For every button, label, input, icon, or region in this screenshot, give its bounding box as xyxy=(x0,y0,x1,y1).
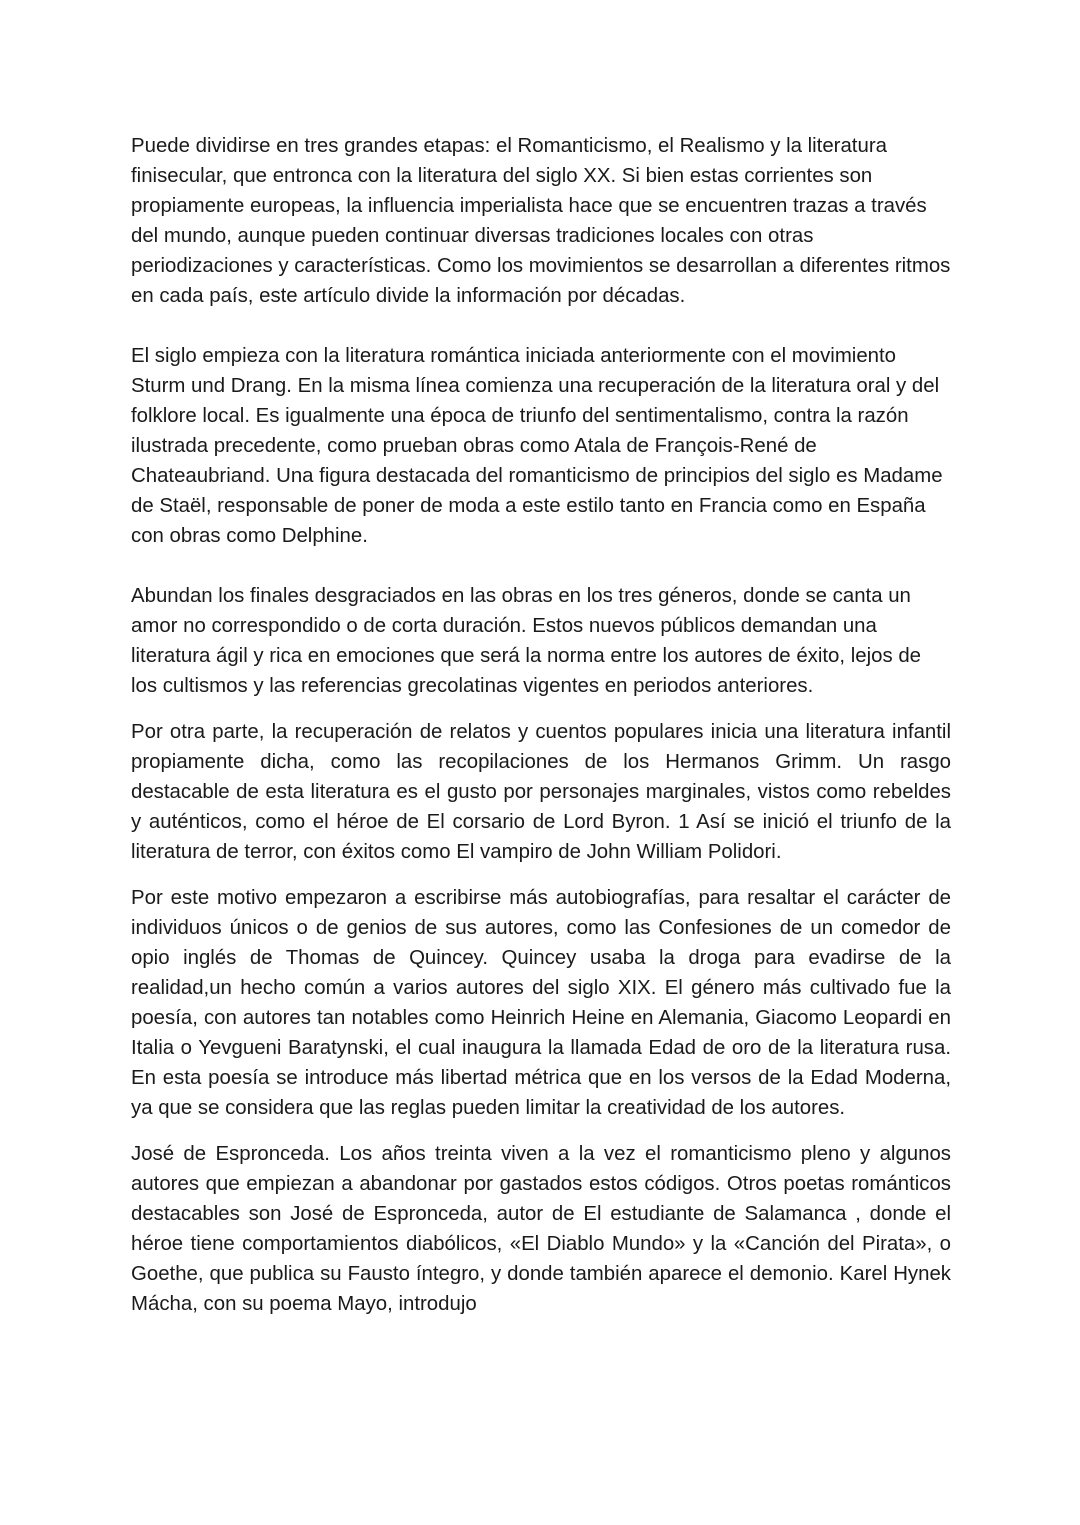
paragraph-early-romanticism: El siglo empieza con la literatura romántica iniciada anteriormente con el movimiento Sturm und Drang. En la misma línea comienza una recuperación de la literatura oral y del folklore local. Es igualmente una época de triunfo del sentimentalismo, contra la razón ilustrada precedente, como prueban obras como Atala de François-René de Chateaubriand. Una figura destacada del romanticismo de principios del siglo es Madame de Staël, responsable de poner de moda a este estilo tanto en Francia como en España con obras como Delphine. xyxy=(131,345,943,547)
paragraph-popular-tales: Por otra parte, la recuperación de relatos y cuentos populares inicia una literatura infantil propiamente dicha, como las recopilaciones de los Hermanos Grimm. Un rasgo destacable de esta literatura es el gusto por personajes marginales, vistos como rebeldes y auténticos, como el héroe de El corsario de Lord Byron. 1 Así se inició el triunfo de la literatura de terror, con éxitos como El vampiro de John William Polidori. xyxy=(131,721,951,863)
paragraph-periods: Puede dividirse en tres grandes etapas: el Romanticismo, el Realismo y la literatura finisecular, que entronca con la literatura del siglo XX. Si bien estas corrientes son propiamente europeas, la influencia imperialista hace que se encuentren trazas a través del mundo, aunque pueden continuar diversas tradiciones locales con otras periodizaciones y características. Como los movimientos se desarrollan a diferentes ritmos en cada país, este artículo divide la información por décadas. xyxy=(131,135,951,307)
paragraph-unhappy-endings: Abundan los finales desgraciados en las obras en los tres géneros, donde se canta un amor no correspondido o de corta duración. Estos nuevos públicos demandan una literatura ágil y rica en emociones que será la norma entre los autores de éxito, lejos de los cultismos y las referencias grecolatinas vigentes en periodos anteriores. xyxy=(131,585,921,697)
paragraph-espronceda: José de Espronceda. Los años treinta viven a la vez el romanticismo pleno y algunos autores que empiezan a abandonar por gastados estos códigos. Otros poetas románticos destacables son José de Espronceda, autor de El estudiante de Salamanca , donde el héroe tiene comportamientos diabólicos, «El Diablo Mundo» y la «Canción del Pirata», o Goethe, que publica su Fausto íntegro, y donde también aparece el demonio. Karel Hynek Mácha, con su poema Mayo, introdujo xyxy=(131,1143,951,1315)
paragraph-autobiographies-poetry: Por este motivo empezaron a escribirse más autobiografías, para resaltar el carácter de individuos únicos o de genios de sus autores, como las Confesiones de un comedor de opio inglés de Thomas de Quincey. Quincey usaba la droga para evadirse de la realidad,un hecho común a varios autores del siglo XIX. El género más cultivado fue la poesía, con autores tan notables como Heinrich Heine en Alemania, Giacomo Leopardi en Italia o Yevgueni Baratynski, el cual inaugura la llamada Edad de oro de la literatura rusa. En esta poesía se introduce más libertad métrica que en los versos de la Edad Moderna, ya que se considera que las reglas pueden limitar la creatividad de los autores. xyxy=(131,887,951,1119)
document-body xyxy=(131,131,951,1319)
